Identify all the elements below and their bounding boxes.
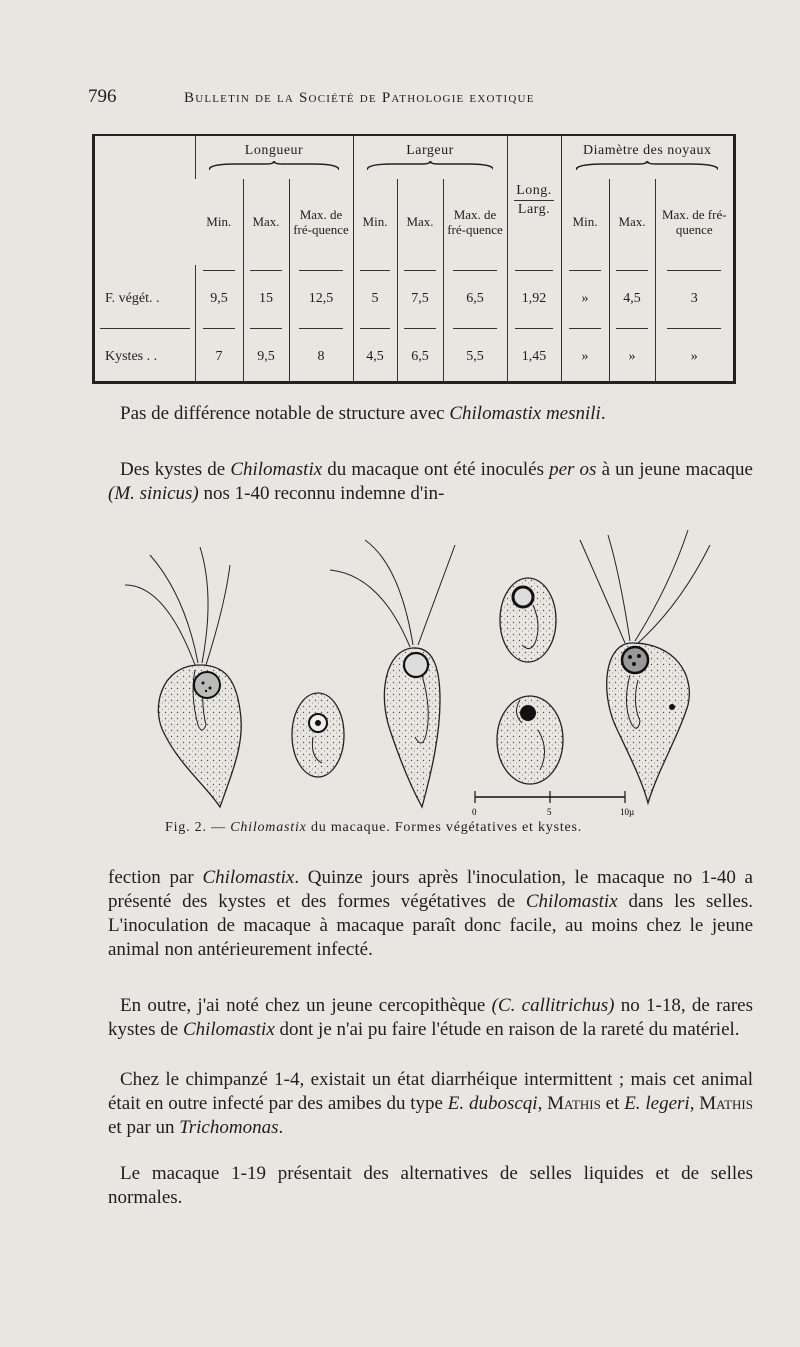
table-cell: 8 [289, 334, 353, 381]
subheader-max-frequence: Max. de fré-quence [443, 179, 507, 265]
subheader-max-frequence: Max. de fré-quence [655, 179, 733, 265]
paragraph: En outre, j'ai noté chez un jeune cercopithèque (C. callitrichus) no 1-18, de rares kystes de Chilomastix dont je n'ai pu faire l'étude en raison de la rareté du matériel. [108, 995, 753, 1040]
table-corner [95, 136, 195, 265]
brace-icon [576, 161, 718, 171]
scale-label: 0 [472, 807, 477, 817]
group-header-noyaux: Diamètre des noyaux [561, 136, 733, 179]
measurements-table [92, 134, 736, 384]
subheader-max: Max. [243, 179, 289, 265]
figure-chilomastix [110, 525, 750, 820]
brace-icon [209, 161, 339, 171]
paragraph: Le macaque 1-19 présentait des alternatives de selles liquides et de selles normales. [108, 1163, 753, 1208]
subheader-max: Max. [397, 179, 443, 265]
subheader-max: Max. [609, 179, 655, 265]
vegetative-form-drawing [580, 530, 710, 803]
table-cell: » [655, 334, 733, 381]
table-cell: 12,5 [289, 276, 353, 323]
figure-caption: Fig. 2. — Chilomastix du macaque. Formes végétatives et kystes. [165, 820, 583, 835]
brace-icon [367, 161, 494, 171]
subheader-min: Min. [206, 214, 232, 230]
table-cell: 15 [243, 276, 289, 323]
scale-label: 5 [547, 807, 552, 817]
scale-bar [472, 791, 634, 817]
subheader-max-frequence: Max. de fré-quence [289, 179, 353, 265]
table-row [95, 276, 733, 323]
page-number: 796 [88, 86, 117, 107]
vegetative-form-drawing [125, 547, 241, 807]
row-label: F. végét. . [105, 291, 160, 307]
table-cell: » [561, 276, 609, 323]
table-cell: 1,45 [507, 334, 561, 381]
table-cell: 4,5 [353, 334, 397, 381]
page-header [88, 86, 688, 108]
paragraph: Chez le chimpanzé 1-4, existait un état diarrhéique intermittent ; mais cet animal était en outre infecté par des amibes du type E. duboscqi, Mathis et E. legeri, Mathis et par un Trichomonas. [108, 1069, 753, 1138]
row-label: Kystes . . [105, 349, 158, 365]
cyst-drawing [292, 693, 344, 777]
paragraph: Des kystes de Chilomastix du macaque ont été inoculés per os à un jeune macaque (M. sinicus) nos 1-40 reconnu indemne d'in- [108, 459, 753, 504]
group-header-longueur: Longueur [195, 136, 353, 179]
running-title: Bulletin de la Société de Pathologie exotique [184, 90, 535, 106]
scale-label: 10µ [620, 807, 635, 817]
subheader-min: Min. [353, 179, 397, 265]
cyst-drawing [500, 578, 556, 662]
subheader-min: Min. [561, 179, 609, 265]
table-cell: 9,5 [195, 276, 243, 323]
cyst-drawing [497, 696, 563, 784]
group-header-ratio: Long. Larg. [507, 136, 561, 265]
table-cell: 5,5 [443, 334, 507, 381]
table-cell: 4,5 [609, 276, 655, 323]
table-cell: 5 [353, 276, 397, 323]
table-cell: 9,5 [243, 334, 289, 381]
paragraph: fection par Chilomastix. Quinze jours après l'inoculation, le macaque no 1-40 a présenté des kystes et des formes végétatives de Chilomastix dans les selles. L'inoculation de macaque à macaque paraît donc facile, au moins chez le jeune animal non antérieurement infecté. [108, 867, 753, 960]
table-row [95, 334, 733, 381]
table-cell: 3 [655, 276, 733, 323]
table-cell: » [609, 334, 655, 381]
table-cell: 6,5 [443, 276, 507, 323]
group-header-largeur: Largeur [353, 136, 507, 179]
table-cell: 7,5 [397, 276, 443, 323]
vegetative-form-drawing [330, 540, 455, 807]
table-cell: 7 [195, 334, 243, 381]
table-cell: 1,92 [507, 276, 561, 323]
table-cell: » [561, 334, 609, 381]
paragraph: Pas de différence notable de structure avec Chilomastix mesnili. [120, 403, 606, 424]
table-cell: 6,5 [397, 334, 443, 381]
